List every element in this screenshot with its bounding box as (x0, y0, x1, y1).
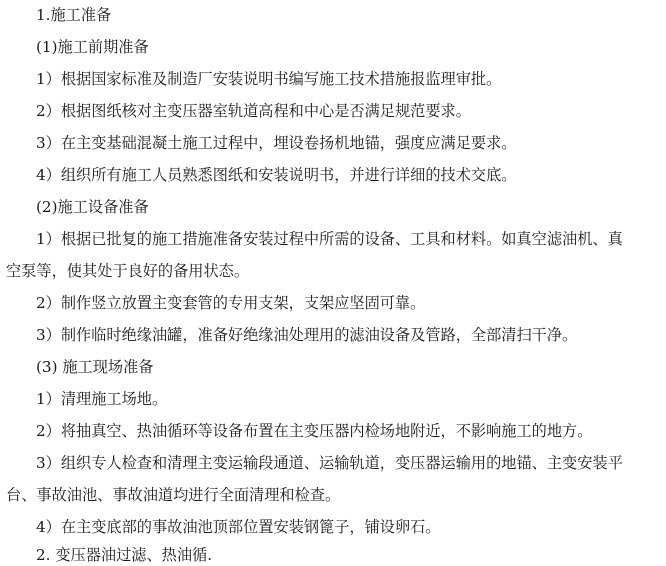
subsection-heading-3: (3) 施工现场准备 (36, 358, 154, 376)
list-item: 1）清理施工场地。 (36, 390, 168, 408)
section-heading-1: 1.施工准备 (36, 6, 112, 24)
list-item: 1）根据已批复的施工措施准备安装过程中所需的设备、工具和材料。如真空滤油机、真 (36, 230, 623, 248)
section-heading-2: 2. 变压器油过滤、热油循. (36, 546, 213, 564)
list-item: 3）在主变基础混凝土施工过程中，埋设卷扬机地锚，强度应满足要求。 (36, 134, 517, 152)
list-item: 1）根据国家标准及制造厂安装说明书编写施工技术措施报监理审批。 (36, 70, 502, 88)
list-item: 4）组织所有施工人员熟悉图纸和安装说明书，并进行详细的技术交底。 (36, 166, 517, 184)
list-item: 2）制作竖立放置主变套管的专用支架，支架应坚固可靠。 (36, 294, 426, 312)
list-item: 4）在主变底部的事故油池顶部位置安装钢篦子，铺设卵石。 (36, 518, 441, 536)
subsection-heading-2: (2)施工设备准备 (36, 198, 149, 216)
subsection-heading-1: (1)施工前期准备 (36, 38, 149, 56)
list-item-continuation: 空泵等，使其处于良好的备用状态。 (6, 262, 249, 280)
list-item-continuation: 台、事故油池、事故油道均进行全面清理和检查。 (6, 486, 341, 504)
list-item: 3）组织专人检查和清理主变运输段通道、运输轨道，变压器运输用的地锚、主变安装平 (36, 454, 623, 472)
list-item: 2）根据图纸核对主变压器室轨道高程和中心是否满足规范要求。 (36, 102, 471, 120)
list-item: 3）制作临时绝缘油罐，准备好绝缘油处理用的滤油设备及管路，全部清扫干净。 (36, 326, 578, 344)
list-item: 2）将抽真空、热油循环等设备布置在主变压器内检场地附近，不影响施工的地方。 (36, 422, 593, 440)
